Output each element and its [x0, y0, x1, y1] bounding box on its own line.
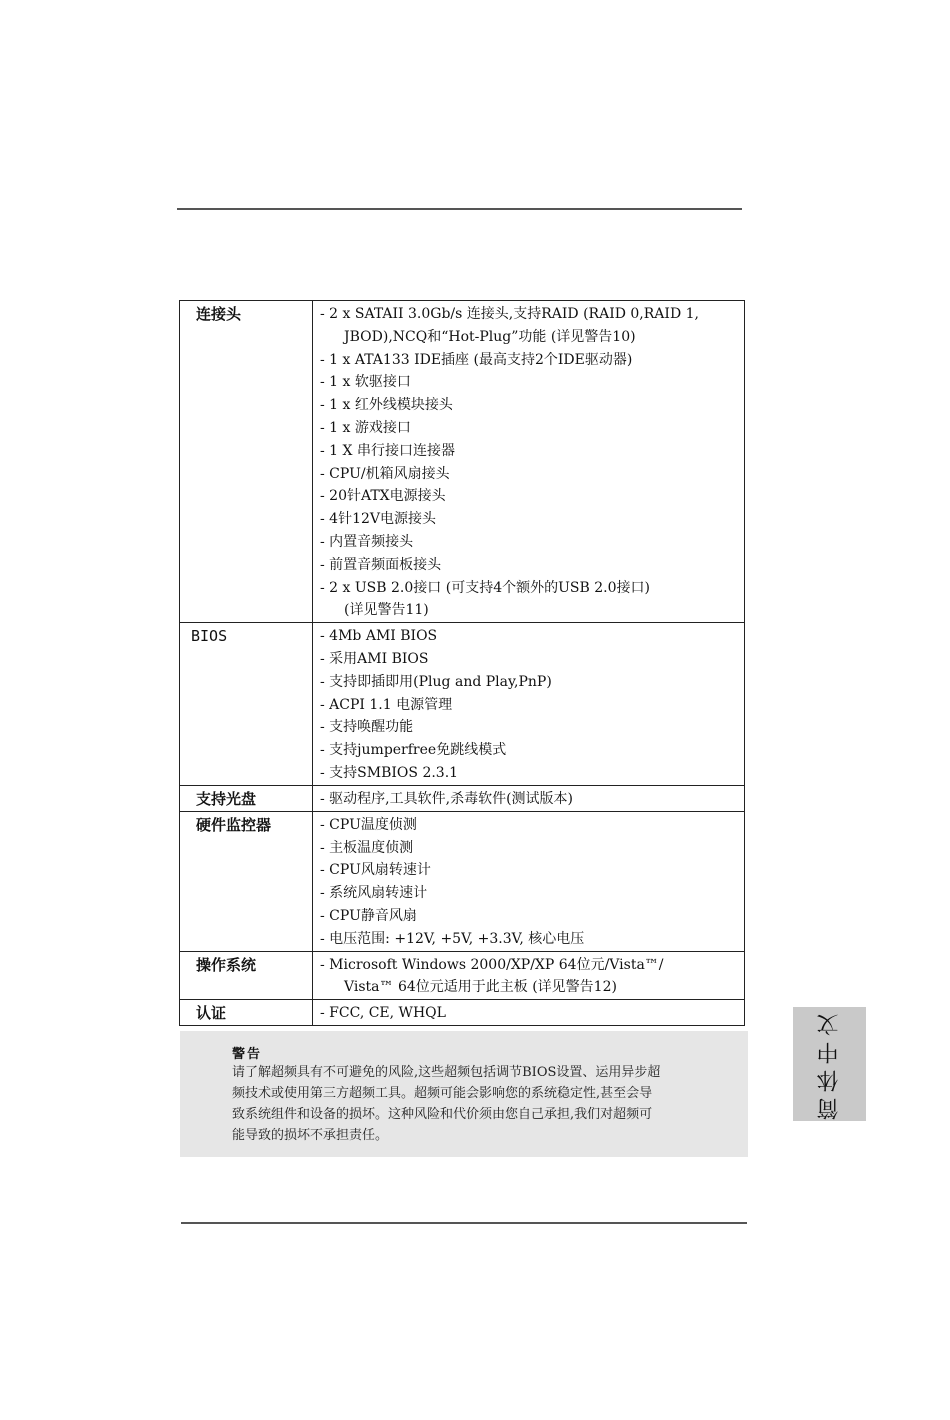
spec-item: - 前置音频面板接头	[320, 556, 442, 573]
spec-label: 认证	[196, 1004, 227, 1023]
spec-item: - 2 x USB 2.0接口 (可支持4个额外的USB 2.0接口)	[320, 579, 650, 596]
spec-row-certifications	[180, 1000, 745, 1026]
warning-line: 能导致的损坏不承担责任。	[232, 1128, 389, 1143]
spec-item: Vista™ 64位元适用于此主板 (详见警告12)	[344, 979, 617, 996]
spec-item: - 系统风扇转速计	[320, 885, 428, 902]
spec-item: - 2 x SATAII 3.0Gb/s 连接头,支持RAID (RAID 0,RAID 1,	[320, 306, 699, 322]
spec-label: 支持光盘	[196, 789, 257, 808]
spec-item: - 内置音频接头	[320, 533, 414, 550]
spec-item: - 支持唤醒功能	[320, 719, 414, 736]
spec-label: 连接头	[196, 305, 242, 323]
warning-line: 请了解超频具有不可避免的风险,这些超频包括调节BIOS设置、运用异步超	[232, 1065, 661, 1080]
spec-label: 操作系统	[196, 955, 257, 974]
spec-item: - 1 x 软驱接口	[320, 374, 411, 391]
spec-row-bios	[180, 623, 745, 786]
spec-item: - 20针ATX电源接头	[320, 488, 446, 505]
warning-title: 警告	[232, 1047, 263, 1062]
spec-item: - CPU温度侦测	[320, 816, 417, 833]
language-tab	[793, 1007, 866, 1121]
spec-items	[313, 786, 744, 811]
spec-items	[313, 812, 744, 951]
spec-item: - 驱动程序,工具软件,杀毒软件(测试版本)	[320, 790, 574, 807]
spec-item: - 1 x ATA133 IDE插座 (最高支持2个IDE驱动器)	[320, 351, 633, 368]
spec-item: - ACPI 1.1 电源管理	[320, 696, 453, 713]
spec-item: - FCC, CE, WHQL	[320, 1005, 446, 1022]
spec-items	[313, 623, 744, 785]
spec-items	[313, 952, 744, 1000]
spec-row-support-cd	[180, 785, 745, 811]
warning-body	[232, 1062, 702, 1146]
spec-item: - 1 X 串行接口连接器	[320, 442, 455, 459]
spec-items	[313, 1000, 744, 1025]
bottom-rule	[181, 1222, 747, 1224]
spec-label: 硬件监控器	[196, 815, 272, 834]
spec-item: - 4Mb AMI BIOS	[320, 628, 438, 645]
spec-item: - CPU风扇转速计	[320, 862, 431, 879]
spec-row-hardware-monitor	[180, 811, 745, 951]
spec-item: - 1 x 游戏接口	[320, 419, 411, 436]
spec-item: - CPU/机箱风扇接头	[320, 465, 450, 482]
spec-item: (详见警告11)	[344, 602, 429, 619]
warning-line: 频技术或使用第三方超频工具。超频可能会影响您的系统稳定性,甚至会导	[232, 1086, 653, 1101]
warning-line: 致系统组件和设备的损坏。这种风险和代价须由您自己承担,我们对超频可	[232, 1107, 653, 1122]
spec-item: - 4针12V电源接头	[320, 511, 437, 528]
spec-item: - 支持SMBIOS 2.3.1	[320, 764, 459, 781]
language-tab-label: 简体中文	[817, 1008, 842, 1120]
spec-item: - 电压范围: +12V, +5V, +3.3V, 核心电压	[320, 930, 585, 947]
spec-item: - Microsoft Windows 2000/XP/XP 64位元/Vista™/	[320, 956, 664, 973]
spec-item: - 主板温度侦测	[320, 839, 414, 856]
spec-item: - 1 x 红外线模块接头	[320, 397, 453, 414]
spec-item: - 支持jumperfree免跳线模式	[320, 742, 507, 759]
spec-item: - 采用AMI BIOS	[320, 650, 429, 667]
spec-row-os	[180, 951, 745, 1000]
spec-label: BIOS	[191, 627, 228, 646]
spec-items	[313, 301, 744, 622]
warning-box	[180, 1031, 748, 1157]
spec-item: - 支持即插即用(Plug and Play,PnP)	[320, 673, 552, 690]
spec-row-connectors	[180, 301, 745, 623]
spec-item: JBOD),NCQ和“Hot-Plug”功能 (详见警告10)	[344, 328, 636, 345]
top-rule	[177, 208, 742, 210]
spec-table	[179, 300, 745, 1026]
spec-item: - CPU静音风扇	[320, 907, 417, 924]
